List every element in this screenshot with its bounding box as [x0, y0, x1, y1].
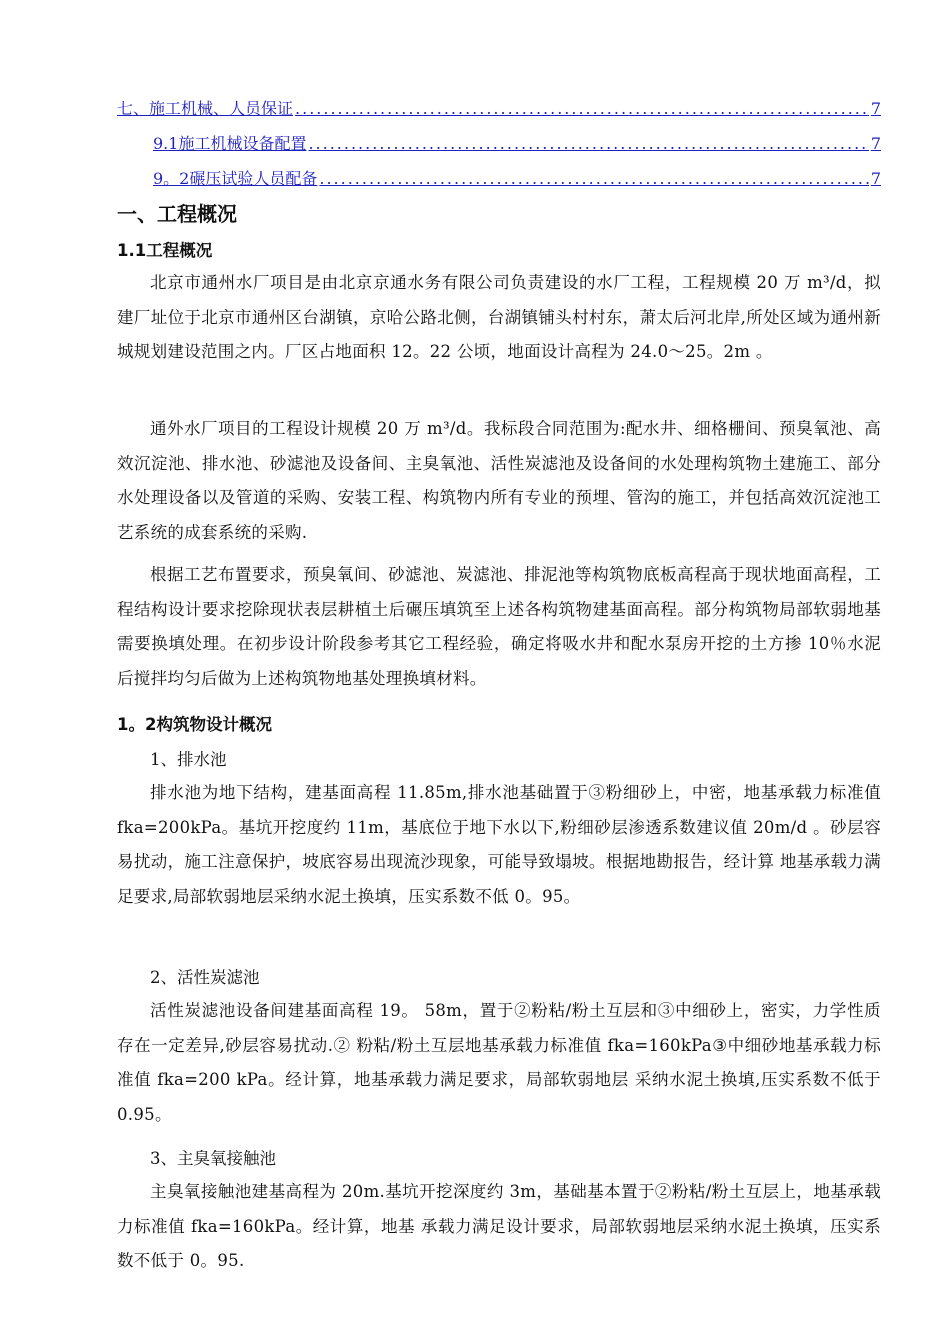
paragraph-activated-carbon-filter: 活性炭滤池设备间建基面高程 19。 58m，置于②粉粘/粉土互层和③中细砂上，密实，力学性质存在一定差异,砂层容易扰动.② 粉粘/粉土互层地基承载力标准值 fka=160kPa③中细砂地基承载力标准值 fka=200 kPa。经计算，地基承载力满足要求，局部软弱地层 采纳水泥土换填,压实系数不低于 0.95。 [117, 1001, 881, 1124]
toc-page-number: 7 [870, 134, 881, 153]
toc-leader-dots [308, 132, 868, 156]
paragraph-ozone-contact-tank: 主臭氧接触池建基高程为 20m.基坑开挖深度约 3m，基础基本置于②粉粘/粉土互层上，地基承载力标准值 fka=160kPa。经计算，地基 承载力满足设计要求，局部软弱地层采纳水泥土换填，压实系数不低于 0。95. [117, 1182, 881, 1271]
toc-entry-7[interactable] [117, 97, 881, 121]
paragraph-contract-scope: 通外水厂项目的工程设计规模 20 万 m³/d。我标段合同范围为:配水井、细格栅间、预臭氧池、高效沉淀池、排水池、砂滤池及设备间、主臭氧池、活性炭滤池及设备间的水处理构筑物土建施工、部分水处理设备以及管道的采购、安装工程、构筑物内所有专业的预埋、管沟的施工，并包括高效沉淀池工艺系统的成套系统的采购. [117, 419, 881, 542]
toc-page-number: 7 [870, 99, 881, 118]
item-title-drainage-pool: 1、排水池 [150, 750, 227, 769]
paragraph-foundation-treatment: 根据工艺布置要求，预臭氧间、砂滤池、炭滤池、排泥池等构筑物底板高程高于现状地面高程，工程结构设计要求挖除现状表层耕植土后碾压填筑至上述各构筑物建基面高程。部分构筑物局部软弱地基需要换填处理。在初步设计阶段参考其它工程经验，确定将吸水井和配水泵房开挖的土方掺 10％水泥后搅拌均匀后做为上述构筑物地基处理换填材料。 [117, 565, 881, 688]
subsection-heading-1-2: 1。2构筑物设计概况 [117, 715, 272, 734]
toc-leader-dots [295, 97, 869, 121]
subsection-heading-1-1: 1.1工程概况 [117, 241, 213, 260]
paragraph-drainage-pool: 排水池为地下结构，建基面高程 11.85m,排水池基础置于③粉细砂上，中密，地基承载力标准值 fka=200kPa。基坑开挖度约 11m，基底位于地下水以下,粉细砂层渗透系数建议值 20m/d 。砂层容 易扰动，施工注意保护，坡底容易出现流沙现象，可能导致塌坡。根据地勘报告，经计算 地基承载力满足要求,局部软弱地层采纳水泥土换填，压实系数不低 0。95。 [117, 783, 881, 906]
section-heading-1: 一、工程概况 [117, 202, 237, 226]
toc-entry-title: 9。2碾压试验人员配备 [153, 169, 318, 188]
toc-page-number: 7 [870, 169, 881, 188]
toc-entry-9-1[interactable] [153, 132, 881, 156]
item-title-activated-carbon-filter: 2、活性炭滤池 [150, 968, 260, 987]
paragraph-project-overview: 北京市通州水厂项目是由北京京通水务有限公司负责建设的水厂工程，工程规模 20 万 m³/d，拟建厂址位于北京市通州区台湖镇，京哈公路北侧，台湖镇铺头村村东，萧太后河北岸,所处区域为通州新城规划建设范围之内。厂区占地面积 12。22 公顷，地面设计高程为 24.0～25。2m 。 [117, 273, 881, 362]
toc-leader-dots [319, 167, 868, 191]
item-title-ozone-contact-tank: 3、主臭氧接触池 [150, 1149, 276, 1168]
toc-entry-title: 七、施工机械、人员保证 [117, 99, 294, 118]
toc-entry-title: 9.1施工机械设备配置 [153, 134, 307, 153]
toc-entry-9-2[interactable] [153, 167, 881, 191]
